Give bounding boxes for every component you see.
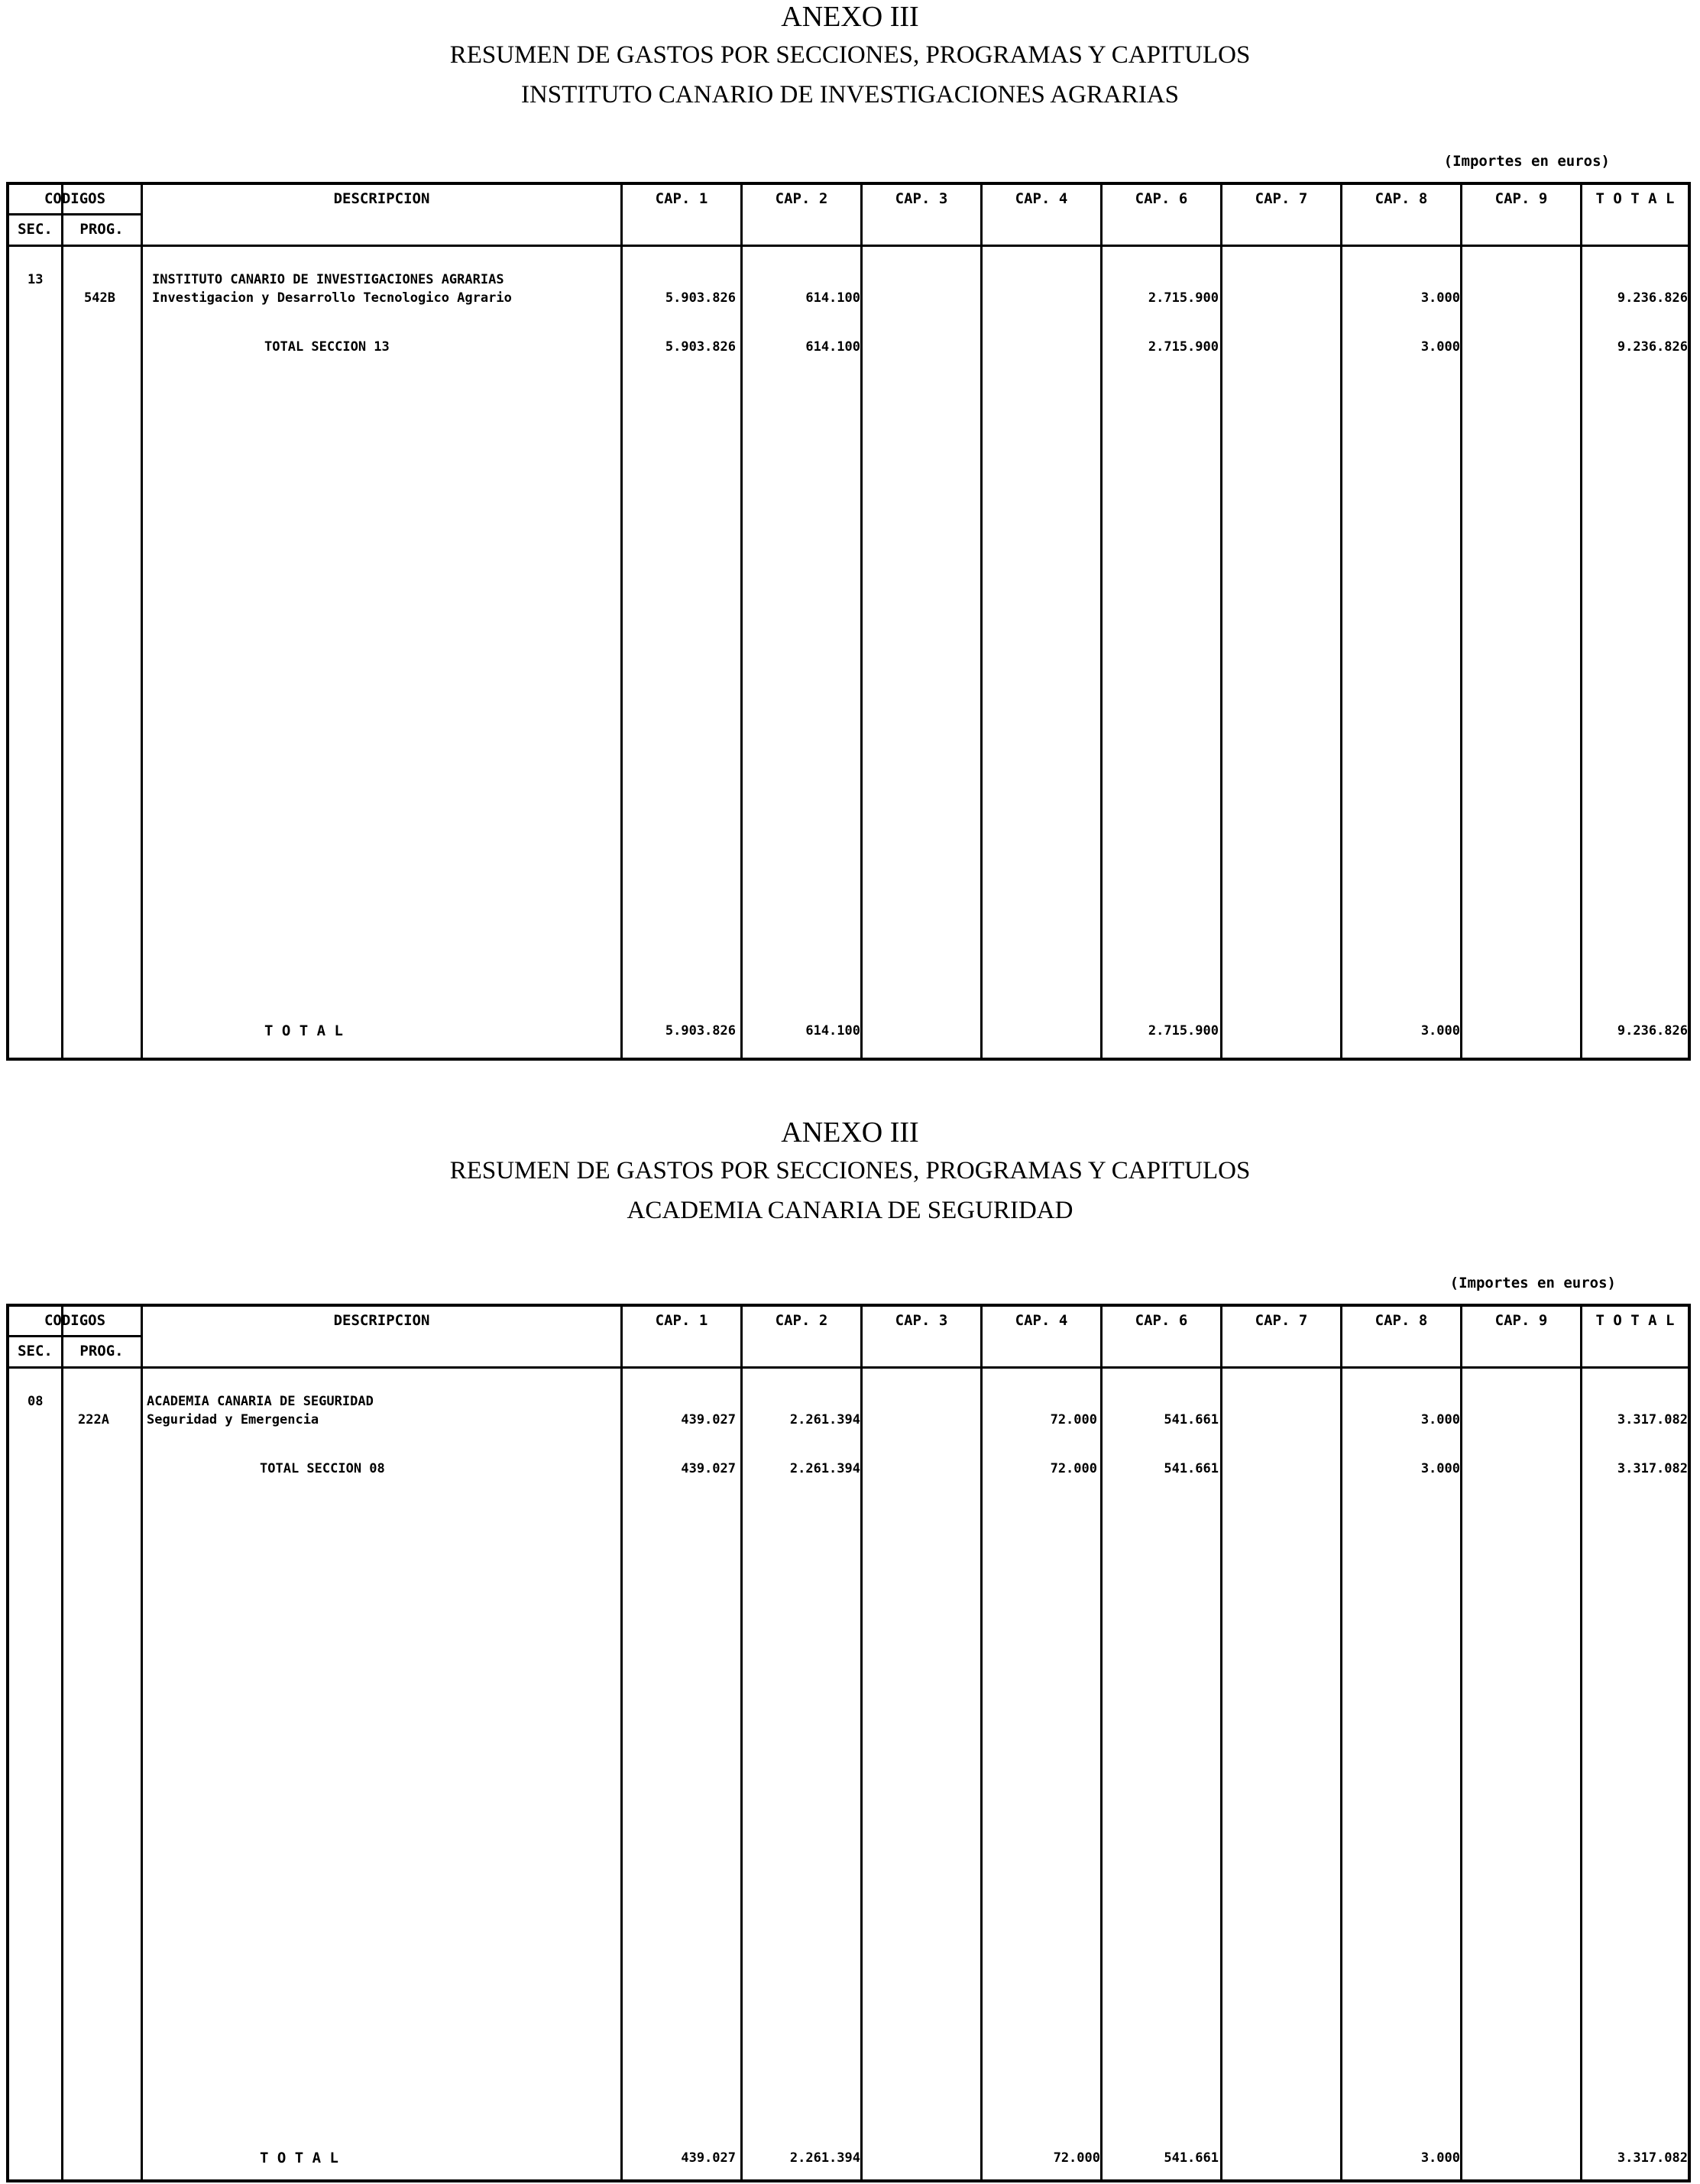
header-cap2: CAP. 2: [775, 190, 828, 207]
program-cap8: 3.000: [1420, 1412, 1460, 1427]
header-prog: PROG.: [79, 221, 124, 238]
grand-total-cap8: 3.000: [1420, 2150, 1460, 2166]
annex-title: ANEXO III: [781, 1, 919, 33]
section-total-cap2: 614.100: [805, 339, 860, 355]
header-descripcion: DESCRIPCION: [333, 190, 430, 207]
col-divider: [1100, 1307, 1103, 2179]
col-divider: [740, 185, 743, 1058]
header-sec: SEC.: [18, 221, 53, 238]
grand-total-cap6: 541.661: [1164, 2150, 1219, 2166]
col-divider: [1340, 1307, 1342, 2179]
col-divider: [860, 185, 863, 1058]
annex-subtitle: RESUMEN DE GASTOS POR SECCIONES, PROGRAMAS Y CAPITULOS: [449, 1157, 1251, 1184]
program-cap6: 2.715.900: [1148, 290, 1219, 306]
section-total-cap6: 541.661: [1164, 1461, 1219, 1476]
entity-title: INSTITUTO CANARIO DE INVESTIGACIONES AGRARIAS: [520, 81, 1180, 109]
annex-block-2: [0, 1116, 1700, 2184]
annex-subtitle: RESUMEN DE GASTOS POR SECCIONES, PROGRAMAS Y CAPITULOS: [449, 41, 1251, 69]
col-divider: [61, 185, 63, 1058]
program-code: 542B: [84, 290, 115, 306]
grand-total-label: T O T A L: [264, 1022, 343, 1039]
section-total-cap8: 3.000: [1420, 339, 1460, 355]
col-divider: [980, 185, 983, 1058]
header-divider: [9, 1366, 1688, 1369]
annex-block-1: [0, 0, 1700, 1070]
col-divider: [620, 1307, 623, 2179]
section-total-label: TOTAL SECCION 08: [260, 1461, 385, 1476]
grand-total-cap1: 439.027: [681, 2150, 736, 2166]
header-cap8: CAP. 8: [1375, 1312, 1428, 1329]
program-code: 222A: [78, 1412, 109, 1427]
header-descripcion: DESCRIPCION: [333, 1312, 430, 1329]
col-divider: [860, 1307, 863, 2179]
program-cap1: 439.027: [681, 1412, 736, 1427]
col-divider: [980, 1307, 983, 2179]
header-prog: PROG.: [79, 1343, 124, 1359]
program-cap1: 5.903.826: [665, 290, 736, 306]
section-total-cap8: 3.000: [1420, 1461, 1460, 1476]
codigos-divider: [9, 1335, 141, 1337]
units-note: (Importes en euros): [1443, 153, 1610, 170]
header-total: T O T A L: [1595, 1312, 1675, 1329]
col-divider: [1580, 1307, 1582, 2179]
header-cap6: CAP. 6: [1135, 190, 1188, 207]
title-group: [0, 1116, 1700, 1238]
header-cap4: CAP. 4: [1015, 1312, 1068, 1329]
section-name: INSTITUTO CANARIO DE INVESTIGACIONES AGRARIAS: [152, 272, 504, 287]
header-cap9: CAP. 9: [1494, 190, 1548, 207]
section-total-cap6: 2.715.900: [1148, 339, 1219, 355]
grand-total-total: 3.317.082: [1617, 2150, 1688, 2166]
grand-total-cap1: 5.903.826: [665, 1023, 736, 1039]
header-cap1: CAP. 1: [655, 1312, 708, 1329]
header-cap9: CAP. 9: [1494, 1312, 1548, 1329]
program-name: Investigacion y Desarrollo Tecnologico Agrario: [152, 290, 512, 306]
header-cap6: CAP. 6: [1135, 1312, 1188, 1329]
col-divider: [141, 1307, 143, 2179]
program-cap6: 541.661: [1164, 1412, 1219, 1427]
header-sec: SEC.: [18, 1343, 53, 1359]
header-cap1: CAP. 1: [655, 190, 708, 207]
program-name: Seguridad y Emergencia: [147, 1412, 319, 1427]
header-cap7: CAP. 7: [1255, 1312, 1308, 1329]
program-total: 9.236.826: [1617, 290, 1688, 306]
grand-total-cap4: 72.000: [1053, 2150, 1100, 2166]
grand-total-label: T O T A L: [260, 2150, 338, 2166]
section-total-label: TOTAL SECCION 13: [264, 339, 390, 355]
budget-table: [6, 1304, 1691, 2182]
header-codigos: CODIGOS: [44, 190, 106, 207]
col-divider: [1580, 185, 1582, 1058]
col-divider: [1100, 185, 1103, 1058]
header-cap4: CAP. 4: [1015, 190, 1068, 207]
annex-title: ANEXO III: [781, 1116, 919, 1149]
header-total: T O T A L: [1595, 190, 1675, 207]
program-cap2: 614.100: [805, 290, 860, 306]
grand-total-total: 9.236.826: [1617, 1023, 1688, 1039]
grand-total-cap6: 2.715.900: [1148, 1023, 1219, 1039]
col-divider: [1220, 185, 1222, 1058]
section-total-cap1: 5.903.826: [665, 339, 736, 355]
header-divider: [9, 245, 1688, 247]
header-codigos: CODIGOS: [44, 1312, 106, 1329]
col-divider: [141, 185, 143, 1058]
header-cap2: CAP. 2: [775, 1312, 828, 1329]
codigos-divider: [9, 213, 141, 215]
title-group: [0, 0, 1700, 122]
grand-total-cap2: 2.261.394: [789, 2150, 860, 2166]
section-total-cap4: 72.000: [1050, 1461, 1097, 1476]
header-cap3: CAP. 3: [895, 1312, 948, 1329]
section-total-total: 9.236.826: [1617, 339, 1688, 355]
col-divider: [1220, 1307, 1222, 2179]
section-code: 13: [28, 272, 44, 287]
col-divider: [740, 1307, 743, 2179]
header-cap8: CAP. 8: [1375, 190, 1428, 207]
section-code: 08: [28, 1394, 44, 1409]
units-note: (Importes en euros): [1449, 1275, 1616, 1291]
header-cap3: CAP. 3: [895, 190, 948, 207]
program-cap4: 72.000: [1050, 1412, 1097, 1427]
entity-title: ACADEMIA CANARIA DE SEGURIDAD: [627, 1197, 1073, 1224]
grand-total-cap2: 614.100: [805, 1023, 860, 1039]
program-cap2: 2.261.394: [789, 1412, 860, 1427]
section-total-cap1: 439.027: [681, 1461, 736, 1476]
col-divider: [61, 1307, 63, 2179]
budget-table: [6, 182, 1691, 1061]
col-divider: [620, 185, 623, 1058]
header-cap7: CAP. 7: [1255, 190, 1308, 207]
section-total-cap2: 2.261.394: [789, 1461, 860, 1476]
section-total-total: 3.317.082: [1617, 1461, 1688, 1476]
program-total: 3.317.082: [1617, 1412, 1688, 1427]
program-cap8: 3.000: [1420, 290, 1460, 306]
col-divider: [1460, 1307, 1462, 2179]
col-divider: [1460, 185, 1462, 1058]
col-divider: [1340, 185, 1342, 1058]
grand-total-cap8: 3.000: [1420, 1023, 1460, 1039]
section-name: ACADEMIA CANARIA DE SEGURIDAD: [147, 1394, 374, 1409]
